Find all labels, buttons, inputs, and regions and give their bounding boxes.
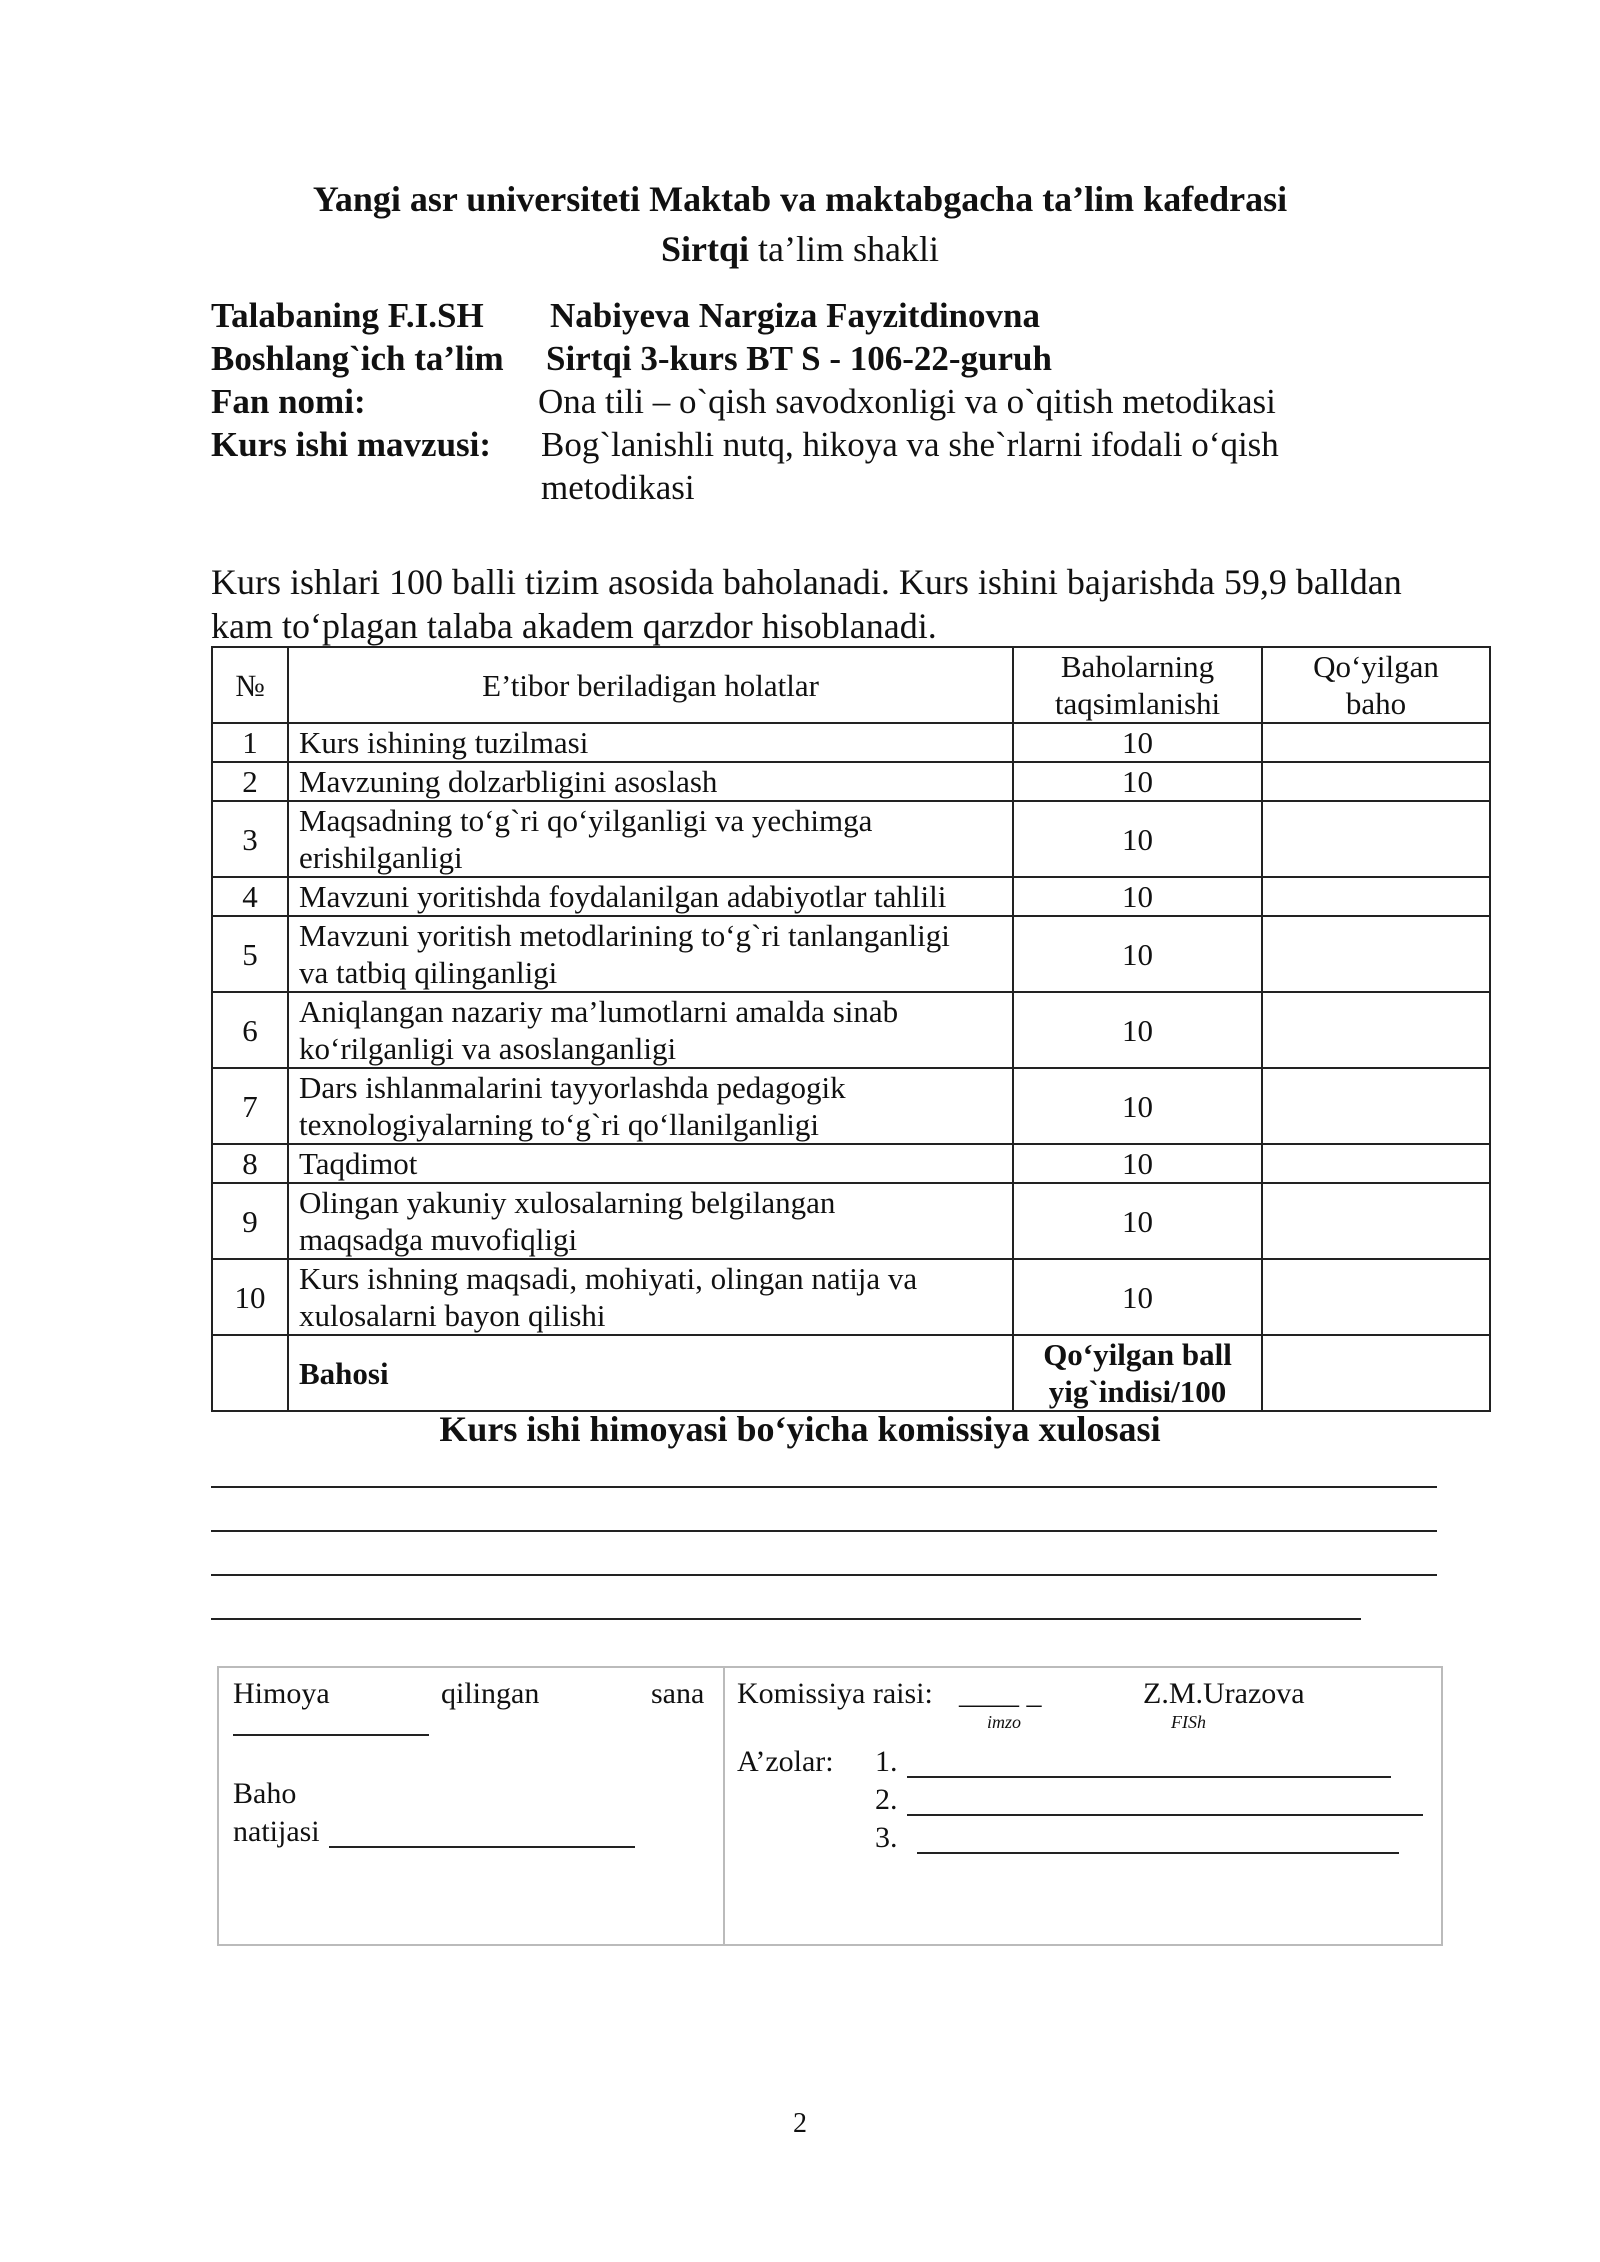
study-form-bold: Sirtqi — [661, 229, 750, 269]
row-criterion: Mavzuning dolzarbligini asoslash — [288, 762, 1013, 801]
conclusion-line-4[interactable] — [211, 1618, 1361, 1620]
header-given-grade — [1262, 647, 1490, 723]
row-criterion — [288, 992, 1013, 1068]
topic-value-line1: Bog`lanishli nutq, hikoya va she`rlarni ifodali o‘qish — [541, 425, 1279, 464]
row-points: 10 — [1013, 723, 1262, 762]
defense-date-field[interactable] — [233, 1708, 429, 1736]
row-criterion-line2: va tatbiq qilinganligi — [299, 955, 558, 990]
row-points: 10 — [1013, 916, 1262, 992]
table-row — [212, 1144, 1490, 1183]
row-number: 4 — [212, 877, 288, 916]
table-row — [212, 877, 1490, 916]
grading-intro — [211, 560, 1481, 648]
row-criterion-line1: Aniqlangan nazariy ma’lumotlarni amalda sinab — [299, 994, 899, 1029]
row-given-cell[interactable] — [1262, 1144, 1490, 1183]
row-given-cell[interactable] — [1262, 916, 1490, 992]
row-given-cell[interactable] — [1262, 1068, 1490, 1144]
row-number: 1 — [212, 723, 288, 762]
row-number: 2 — [212, 762, 288, 801]
grade-result-field[interactable] — [329, 1820, 635, 1848]
row-criterion-line1: Olingan yakuniy xulosalarning belgilangan — [299, 1185, 836, 1220]
defense-date-word3: sana — [651, 1677, 705, 1710]
row-number: 7 — [212, 1068, 288, 1144]
defense-date-word2: qilingan — [441, 1677, 540, 1710]
grade-result-line2: natijasi — [233, 1815, 320, 1848]
row-number: 10 — [212, 1259, 288, 1335]
footer-label: Bahosi — [288, 1335, 1013, 1411]
row-given-cell[interactable] — [1262, 762, 1490, 801]
row-points: 10 — [1013, 762, 1262, 801]
row-criterion-line2: ko‘rilganligi va asoslanganligi — [299, 1031, 677, 1066]
row-criterion-line1: Maqsadning to‘g`ri qo‘yilganligi va yechimga — [299, 803, 873, 838]
row-points: 10 — [1013, 1068, 1262, 1144]
chair-name: Z.M.Urazova — [1143, 1677, 1305, 1710]
student-name-value: Nabiyeva Nargiza Fayzitdinovna — [550, 296, 1040, 335]
table-row — [212, 801, 1490, 877]
row-points: 10 — [1013, 992, 1262, 1068]
row-number: 8 — [212, 1144, 288, 1183]
row-points: 10 — [1013, 1144, 1262, 1183]
row-criterion-line1: Mavzuni yoritish metodlarining to‘g`ri tanlanganligi — [299, 918, 950, 953]
conclusion-line-3[interactable] — [211, 1574, 1437, 1576]
row-criterion-line2: erishilganligi — [299, 840, 463, 875]
grading-table — [211, 646, 1491, 1412]
row-criterion — [288, 801, 1013, 877]
name-caption: FISh — [1171, 1712, 1206, 1732]
row-criterion-line1: Dars ishlanmalarini tayyorlashda pedagogik — [299, 1070, 846, 1105]
row-given-cell[interactable] — [1262, 877, 1490, 916]
row-given-cell[interactable] — [1262, 1183, 1490, 1259]
row-criterion — [288, 1068, 1013, 1144]
member-2-number: 2. — [875, 1783, 898, 1816]
row-criterion-line1: Kurs ishning maqsadi, mohiyati, olingan natija va — [299, 1261, 918, 1296]
table-row — [212, 916, 1490, 992]
table-row — [212, 762, 1490, 801]
university-title: Yangi asr universiteti Maktab va maktabgacha ta’lim kafedrasi — [312, 179, 1288, 219]
department-label: Boshlang`ich ta’lim — [211, 339, 504, 378]
commission-title: Kurs ishi himoyasi bo‘yicha komissiya xulosasi — [439, 1409, 1161, 1449]
signature-box — [217, 1666, 1443, 1946]
department-value: Sirtqi 3-kurs BT S - 106-22-guruh — [546, 339, 1052, 378]
footer-total-line1: Qo‘yilgan ball — [1043, 1337, 1232, 1372]
table-row — [212, 1183, 1490, 1259]
row-points: 10 — [1013, 801, 1262, 877]
footer-total-cell[interactable] — [1262, 1335, 1490, 1411]
subject-value: Ona tili – o`qish savodxonligi va o`qitish metodikasi — [538, 382, 1276, 421]
table-header-row — [212, 647, 1490, 723]
row-number: 5 — [212, 916, 288, 992]
member-1-number: 1. — [875, 1745, 898, 1778]
row-criterion: Kurs ishining tuzilmasi — [288, 723, 1013, 762]
footer-total-label — [1013, 1335, 1262, 1411]
member-3-field[interactable] — [917, 1826, 1399, 1854]
defense-date-word1: Himoya — [233, 1677, 330, 1710]
row-points: 10 — [1013, 1259, 1262, 1335]
header-criteria: E’tibor beriladigan holatlar — [288, 647, 1013, 723]
row-criterion — [288, 916, 1013, 992]
box-divider — [723, 1668, 725, 1944]
footer-total-line2: yig`indisi/100 — [1048, 1374, 1227, 1409]
page-number: 2 — [793, 2108, 807, 2139]
members-label: A’zolar: — [737, 1745, 834, 1778]
table-row — [212, 1259, 1490, 1335]
header-distribution-line1: Baholarning — [1060, 649, 1215, 684]
header-given-line1: Qo‘yilgan — [1313, 649, 1439, 684]
subject-label: Fan nomi: — [211, 382, 366, 421]
row-criterion-line2: texnologiyalarning to‘g`ri qo‘llanilganligi — [299, 1107, 819, 1142]
study-form-rest: ta’lim shakli — [749, 229, 939, 269]
conclusion-line-2[interactable] — [211, 1530, 1437, 1532]
grading-intro-line2: kam to‘plagan talaba akadem qarzdor hisoblanadi. — [211, 606, 937, 646]
row-criterion — [288, 1183, 1013, 1259]
row-number: 6 — [212, 992, 288, 1068]
header-distribution-line2: taqsimlanishi — [1054, 686, 1221, 721]
member-2-field[interactable] — [907, 1788, 1423, 1816]
row-points: 10 — [1013, 1183, 1262, 1259]
table-row — [212, 723, 1490, 762]
row-given-cell[interactable] — [1262, 992, 1490, 1068]
chair-signature-blank[interactable]: ____ _ — [959, 1677, 1042, 1710]
table-row — [212, 1068, 1490, 1144]
row-criterion: Taqdimot — [288, 1144, 1013, 1183]
member-3-number: 3. — [875, 1821, 898, 1854]
row-number: 3 — [212, 801, 288, 877]
row-criterion: Mavzuni yoritishda foydalanilgan adabiyotlar tahlili — [288, 877, 1013, 916]
row-given-cell[interactable] — [1262, 723, 1490, 762]
grading-intro-line1: Kurs ishlari 100 balli tizim asosida baholanadi. Kurs ishini bajarishda 59,9 balldan — [211, 562, 1402, 602]
header-distribution — [1013, 647, 1262, 723]
row-number: 9 — [212, 1183, 288, 1259]
footer-empty-cell — [212, 1335, 288, 1411]
row-given-cell[interactable] — [1262, 1259, 1490, 1335]
table-row — [212, 992, 1490, 1068]
member-1-field[interactable] — [907, 1750, 1391, 1778]
row-given-cell[interactable] — [1262, 801, 1490, 877]
header-given-line2: baho — [1345, 686, 1407, 721]
study-form — [0, 228, 1600, 270]
student-name-label: Talabaning F.I.SH — [211, 296, 484, 335]
grade-result-line1: Baho — [233, 1777, 297, 1810]
signature-caption: imzo — [987, 1712, 1022, 1732]
row-criterion — [288, 1259, 1013, 1335]
conclusion-line-1[interactable] — [211, 1486, 1437, 1488]
table-footer-row — [212, 1335, 1490, 1411]
row-criterion-line2: maqsadga muvofiqligi — [299, 1222, 578, 1257]
row-points: 10 — [1013, 877, 1262, 916]
row-criterion-line2: xulosalarni bayon qilishi — [299, 1298, 606, 1333]
chair-label: Komissiya raisi: — [737, 1677, 933, 1710]
topic-value-line2: metodikasi — [541, 468, 695, 507]
topic-label: Kurs ishi mavzusi: — [211, 425, 492, 464]
header-number: № — [212, 647, 288, 723]
